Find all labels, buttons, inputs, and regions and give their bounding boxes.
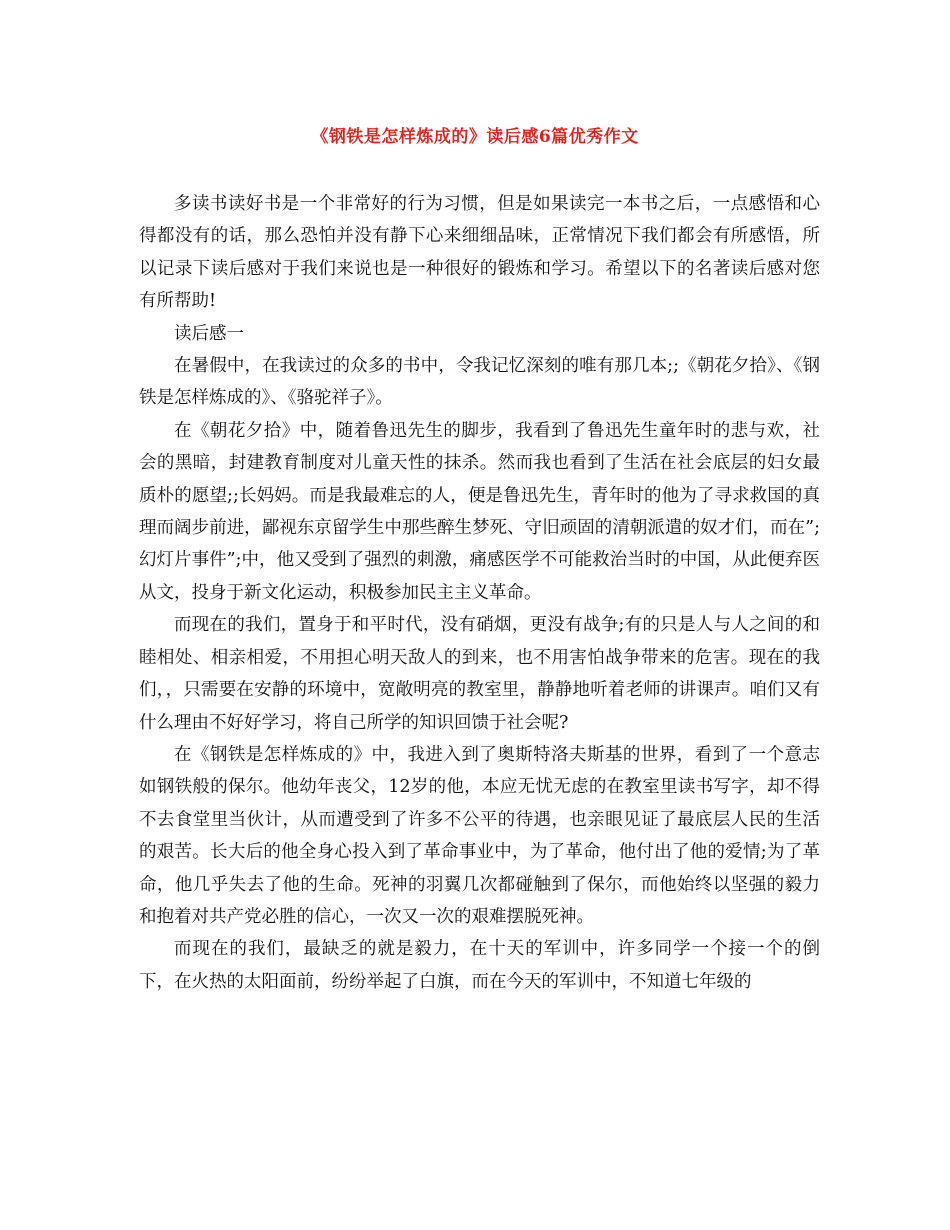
document-title: 《钢铁是怎样炼成的》读后感6篇优秀作文 <box>311 127 639 147</box>
document-body <box>139 188 820 998</box>
body-paragraph-4: 在《钢铁是怎样炼成的》中，我进入到了奥斯特洛夫斯基的世界，看到了一个意志如钢铁般的保尔。他幼年丧父，12岁的他，本应无忧无虑的在教室里读书写字，却不得不去食堂里当伙计，从而遭受到了许多不公平的待遇，也亲眼见证了最底层人民的生活的艰苦。长大后的他全身心投入到了革命事业中，为了革命，他付出了他的爱情;为了革命，他几乎失去了他的生命。死神的羽翼几次都碰触到了保尔，而他始终以坚强的毅力和抱着对共产党必胜的信心，一次又一次的艰难摆脱死神。 <box>139 744 820 927</box>
body-paragraph-3: 而现在的我们，置身于和平时代，没有硝烟，更没有战争;有的只是人与人之间的和睦相处、相亲相爱，不用担心明天敌人的到来，也不用害怕战争带来的危害。现在的我们，，只需要在安静的环境中，宽敞明亮的教室里，静静地听着老师的讲课声。咱们又有什么理由不好好学习，将自己所学的知识回馈于社会呢? <box>139 615 820 733</box>
body-paragraph-5: 而现在的我们，最缺乏的就是毅力，在十天的军训中，许多同学一个接一个的倒下，在火热的太阳面前，纷纷举起了白旗，而在今天的军训中，不知道七年级的 <box>139 939 820 992</box>
body-paragraph-1: 在暑假中，在我读过的众多的书中，令我记忆深刻的唯有那几本;;《朝花夕拾》、《钢铁是怎样炼成的》、《骆驼祥子》。 <box>139 356 820 409</box>
body-paragraph-2: 在《朝花夕拾》中，随着鲁迅先生的脚步，我看到了鲁迅先生童年时的悲与欢，社会的黑暗，封建教育制度对儿童天性的抹杀。然而我也看到了生活在社会底层的妇女最质朴的愿望;;长妈妈。而是我最难忘的人，便是鲁迅先生，青年时的他为了寻求救国的真理而阔步前进，鄙视东京留学生中那些醉生梦死、守旧顽固的清朝派遣的奴才们，而在”;幻灯片事件”;中，他又受到了强烈的刺激，痛感医学不可能救治当时的中国，从此便弃医从文，投身于新文化运动，积极参加民主主义革命。 <box>139 420 820 603</box>
section-heading: 读后感一 <box>174 323 244 344</box>
intro-paragraph: 多读书读好书是一个非常好的行为习惯，但是如果读完一本书之后，一点感悟和心得都没有的话，那么恐怕并没有静下心来细细品味，正常情况下我们都会有所感悟，所以记录下读后感对于我们来说也是一种很好的锻炼和学习。希望以下的名著读后感对您有所帮助! <box>139 194 820 312</box>
